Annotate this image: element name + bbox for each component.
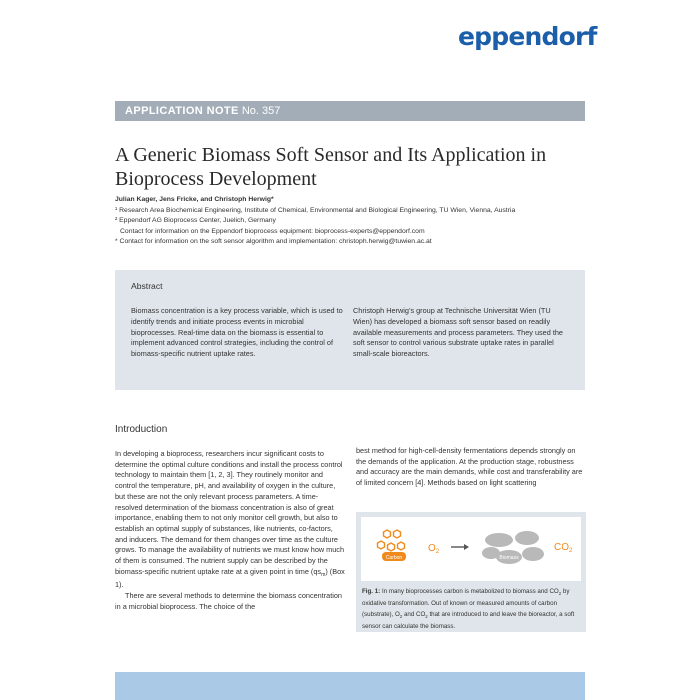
intro-paragraph-2: There are several methods to determine the biomass concentration in a microbial bioprocess. The choice of the — [115, 591, 342, 611]
biomass-label: Biomass — [499, 554, 519, 561]
intro-left-column — [115, 449, 345, 613]
note-label: APPLICATION NOTE — [125, 105, 239, 117]
contact-tuwien: * Contact for information on the soft sensor algorithm and implementation: christoph.herwig@tuwien.ac.at — [115, 238, 432, 245]
introduction-heading: Introduction — [115, 424, 168, 435]
footer-bar — [115, 672, 585, 700]
abstract-left-column: Biomass concentration is a key process variable, which is used to identify trends and initiate process events in microbial bioprocesses. Real-time data on the biomass is essential to implement advanced control strategies, including the control of biomass-specific nutrient uptake rates. — [131, 306, 343, 359]
co2-label: $CO_2$ — [554, 542, 573, 554]
carbon-label: Carbon — [385, 554, 403, 561]
figure-caption: Fig. 1: In many bioprocesses carbon is metabolized to biomass and $CO_2$ by oxidative transformation. Out of known or measured amounts of carbon (substrate), $O_2$ and $CO_2$ that are introduced to and leave the bioreactor, a soft sensor can calculate the biomass. — [362, 588, 575, 630]
abstract-right-column: Christoph Herwig’s group at Technische Universität Wien (TU Wien) has developed a biomass soft sensor based on readily available measurements and process parameters. They used the soft sensor to control various substrate uptake rates in parallel small-scale bioreactors. — [353, 306, 563, 359]
application-note-bar — [115, 101, 585, 121]
note-number: No. 357 — [241, 105, 281, 117]
eppendorf-logo: eppendorf — [458, 22, 597, 51]
affiliation-1: ¹ Research Area Biochemical Engineering, Institute of Chemical, Environmental and Biological Engineering, TU Wien, Vienna, Austria — [115, 206, 516, 214]
abstract-box — [115, 270, 585, 390]
page-title: A Generic Biomass Soft Sensor and Its Application in Bioprocess Development — [115, 144, 547, 190]
carbon-molecule-icon — [378, 530, 405, 551]
o2-label: $O_2$ — [428, 543, 440, 555]
author-block — [115, 195, 585, 248]
figure-illustration — [361, 517, 581, 581]
author-names: Julian Kager, Jens Fricke, and Christoph Herwig* — [115, 196, 274, 203]
affiliation-2: ² Eppendorf AG Bioprocess Center, Juelich, Germany — [115, 217, 276, 224]
contact-eppendorf: Contact for information on the Eppendorf bioprocess equipment: bioprocess-experts@eppendorf.com — [120, 227, 425, 235]
carbon-to-biomass-diagram — [361, 517, 581, 581]
arrow-icon — [464, 544, 469, 550]
intro-right-column: best method for high-cell-density fermentations depends strongly on the demands of the application. At the production stage, robustness and accuracy are the main demands, while cost and transferability are of limited concern [4]. Methods based on light scattering — [356, 446, 583, 488]
intro-paragraph-1: In developing a bioprocess, researchers incur significant costs to determine the optimal culture conditions and install the process control technology to maintain them [1, 2, 3]. They routinely monitor and control the temperature, pH, and availability of oxygen in the culture, but these are not the only relevant process parameters. A time-resolved determination of the biomass concentration is also of great importance, enabling them to not only monitor cell growth, but also to establish an optimal supply of substances, like nutrients, co-factors, and inducers. The demand for them changes over time as the culture grows. To manage the availability of nutrients we must know how much of them is consumed. The nutrient supply can be described by the biomass-specific nutrient uptake rate at a given point in time $(qs_m)$ (Box 1). — [115, 449, 345, 590]
abstract-heading: Abstract — [131, 281, 163, 291]
figure-1 — [356, 512, 586, 632]
